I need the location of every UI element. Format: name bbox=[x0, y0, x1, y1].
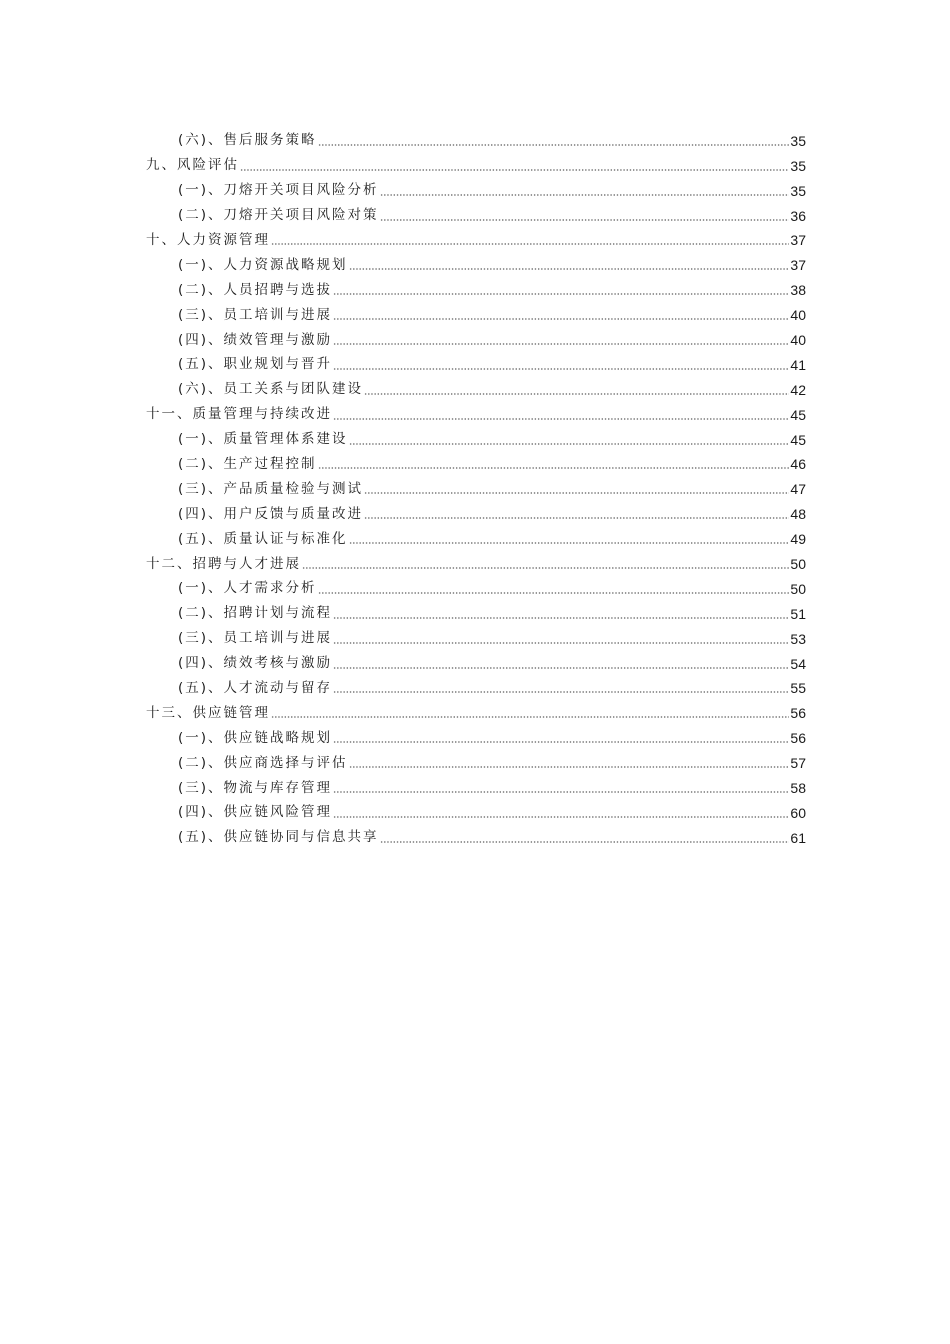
toc-section-entry[interactable] bbox=[146, 672, 806, 697]
toc-section-entry[interactable] bbox=[146, 373, 806, 398]
toc-section-entry[interactable] bbox=[146, 298, 806, 323]
toc-dot-leader bbox=[349, 766, 790, 768]
toc-chapter-entry[interactable] bbox=[146, 398, 806, 423]
toc-dot-leader bbox=[333, 617, 789, 619]
toc-page-number: 37 bbox=[790, 257, 806, 274]
toc-entry-label: (二)、供应商选择与评估 bbox=[178, 754, 348, 771]
toc-dot-leader bbox=[364, 517, 789, 519]
toc-dot-leader bbox=[333, 741, 789, 743]
toc-section-entry[interactable] bbox=[146, 273, 806, 298]
toc-dot-leader bbox=[333, 691, 789, 693]
toc-section-entry[interactable] bbox=[146, 124, 806, 149]
toc-entry-label: (五)、人才流动与留存 bbox=[178, 679, 333, 696]
toc-page-number: 35 bbox=[790, 132, 806, 149]
toc-page-number: 50 bbox=[790, 556, 806, 573]
toc-section-entry[interactable] bbox=[146, 348, 806, 373]
toc-page-number: 37 bbox=[790, 232, 806, 249]
toc-dot-leader bbox=[333, 642, 789, 644]
toc-dot-leader bbox=[349, 542, 790, 544]
toc-section-entry[interactable] bbox=[146, 647, 806, 672]
toc-section-entry[interactable] bbox=[146, 497, 806, 522]
toc-entry-label: (二)、招聘计划与流程 bbox=[178, 605, 333, 622]
toc-section-entry[interactable] bbox=[146, 746, 806, 771]
toc-dot-leader bbox=[318, 144, 790, 146]
toc-page-number: 46 bbox=[790, 456, 806, 473]
toc-entry-label: (五)、供应链协同与信息共享 bbox=[178, 829, 379, 846]
toc-dot-leader bbox=[364, 393, 789, 395]
toc-dot-leader bbox=[333, 816, 789, 818]
toc-page-number: 35 bbox=[790, 182, 806, 199]
toc-page-number: 38 bbox=[790, 282, 806, 299]
toc-page-number: 35 bbox=[790, 157, 806, 174]
toc-page-number: 61 bbox=[790, 829, 806, 846]
toc-page-number: 54 bbox=[790, 655, 806, 672]
toc-entry-label: (二)、生产过程控制 bbox=[178, 455, 317, 472]
toc-entry-label: (三)、员工培训与进展 bbox=[178, 306, 333, 323]
toc-dot-leader bbox=[349, 443, 790, 445]
toc-page-number: 47 bbox=[790, 481, 806, 498]
toc-section-entry[interactable] bbox=[146, 771, 806, 796]
toc-entry-label: (四)、绩效考核与激励 bbox=[178, 655, 333, 672]
toc-section-entry[interactable] bbox=[146, 522, 806, 547]
toc-page-number: 49 bbox=[790, 531, 806, 548]
toc-dot-leader bbox=[318, 467, 790, 469]
toc-entry-label: (六)、售后服务策略 bbox=[178, 132, 317, 149]
toc-dot-leader bbox=[240, 169, 789, 171]
toc-section-entry[interactable] bbox=[146, 796, 806, 821]
toc-page-number: 40 bbox=[790, 332, 806, 349]
toc-section-entry[interactable] bbox=[146, 597, 806, 622]
toc-entry-label: 十一、质量管理与持续改进 bbox=[146, 406, 332, 423]
toc-entry-label: (一)、质量管理体系建设 bbox=[178, 431, 348, 448]
toc-dot-leader bbox=[380, 841, 790, 843]
toc-entry-label: (一)、人才需求分析 bbox=[178, 580, 317, 597]
toc-entry-label: (六)、员工关系与团队建设 bbox=[178, 381, 364, 398]
toc-dot-leader bbox=[271, 716, 789, 718]
toc-entry-label: (四)、供应链风险管理 bbox=[178, 804, 333, 821]
toc-entry-label: (三)、产品质量检验与测试 bbox=[178, 480, 364, 497]
toc-section-entry[interactable] bbox=[146, 199, 806, 224]
toc-section-entry[interactable] bbox=[146, 423, 806, 448]
toc-dot-leader bbox=[380, 194, 790, 196]
toc-page-number: 40 bbox=[790, 307, 806, 324]
toc-page-number: 36 bbox=[790, 207, 806, 224]
toc-dot-leader bbox=[380, 219, 790, 221]
toc-section-entry[interactable] bbox=[146, 622, 806, 647]
toc-entry-label: (五)、质量认证与标准化 bbox=[178, 530, 348, 547]
toc-entry-label: 十二、招聘与人才进展 bbox=[146, 555, 301, 572]
toc-dot-leader bbox=[333, 667, 789, 669]
toc-page-number: 60 bbox=[790, 804, 806, 821]
toc-dot-leader bbox=[302, 567, 789, 569]
toc-entry-label: 十、人力资源管理 bbox=[146, 231, 270, 248]
toc-section-entry[interactable] bbox=[146, 572, 806, 597]
toc-entry-label: (二)、人员招聘与选拔 bbox=[178, 281, 333, 298]
toc-entry-label: (三)、物流与库存管理 bbox=[178, 779, 333, 796]
toc-entry-label: (四)、绩效管理与激励 bbox=[178, 331, 333, 348]
toc-dot-leader bbox=[333, 343, 789, 345]
toc-dot-leader bbox=[333, 791, 789, 793]
toc-page-number: 56 bbox=[790, 705, 806, 722]
toc-page-number: 58 bbox=[790, 780, 806, 797]
toc-dot-leader bbox=[318, 592, 790, 594]
toc-chapter-entry[interactable] bbox=[146, 224, 806, 249]
toc-page-number: 45 bbox=[790, 406, 806, 423]
toc-entry-label: (一)、刀熔开关项目风险分析 bbox=[178, 182, 379, 199]
toc-page-number: 45 bbox=[790, 431, 806, 448]
toc-chapter-entry[interactable] bbox=[146, 696, 806, 721]
table-of-contents bbox=[146, 124, 806, 846]
toc-section-entry[interactable] bbox=[146, 821, 806, 846]
toc-entry-label: 九、风险评估 bbox=[146, 157, 239, 174]
toc-dot-leader bbox=[333, 368, 789, 370]
toc-entry-label: (一)、人力资源战略规划 bbox=[178, 256, 348, 273]
toc-page-number: 56 bbox=[790, 730, 806, 747]
toc-page-number: 53 bbox=[790, 630, 806, 647]
toc-page-number: 57 bbox=[790, 755, 806, 772]
toc-dot-leader bbox=[333, 418, 789, 420]
toc-entry-label: (二)、刀熔开关项目风险对策 bbox=[178, 207, 379, 224]
toc-section-entry[interactable] bbox=[146, 472, 806, 497]
toc-page-number: 42 bbox=[790, 381, 806, 398]
toc-dot-leader bbox=[271, 243, 789, 245]
toc-section-entry[interactable] bbox=[146, 323, 806, 348]
toc-page-number: 41 bbox=[790, 356, 806, 373]
toc-section-entry[interactable] bbox=[146, 174, 806, 199]
toc-page-number: 48 bbox=[790, 506, 806, 523]
toc-dot-leader bbox=[349, 268, 790, 270]
toc-chapter-entry[interactable] bbox=[146, 149, 806, 174]
toc-section-entry[interactable] bbox=[146, 448, 806, 473]
toc-page-number: 51 bbox=[790, 605, 806, 622]
toc-page-number: 55 bbox=[790, 680, 806, 697]
toc-entry-label: 十三、供应链管理 bbox=[146, 704, 270, 721]
toc-entry-label: (五)、职业规划与晋升 bbox=[178, 356, 333, 373]
toc-dot-leader bbox=[364, 492, 789, 494]
toc-dot-leader bbox=[333, 318, 789, 320]
toc-section-entry[interactable] bbox=[146, 721, 806, 746]
toc-entry-label: (一)、供应链战略规划 bbox=[178, 729, 333, 746]
toc-section-entry[interactable] bbox=[146, 248, 806, 273]
toc-dot-leader bbox=[333, 293, 789, 295]
toc-entry-label: (四)、用户反馈与质量改进 bbox=[178, 505, 364, 522]
toc-entry-label: (三)、员工培训与进展 bbox=[178, 630, 333, 647]
toc-chapter-entry[interactable] bbox=[146, 547, 806, 572]
toc-page-number: 50 bbox=[790, 580, 806, 597]
